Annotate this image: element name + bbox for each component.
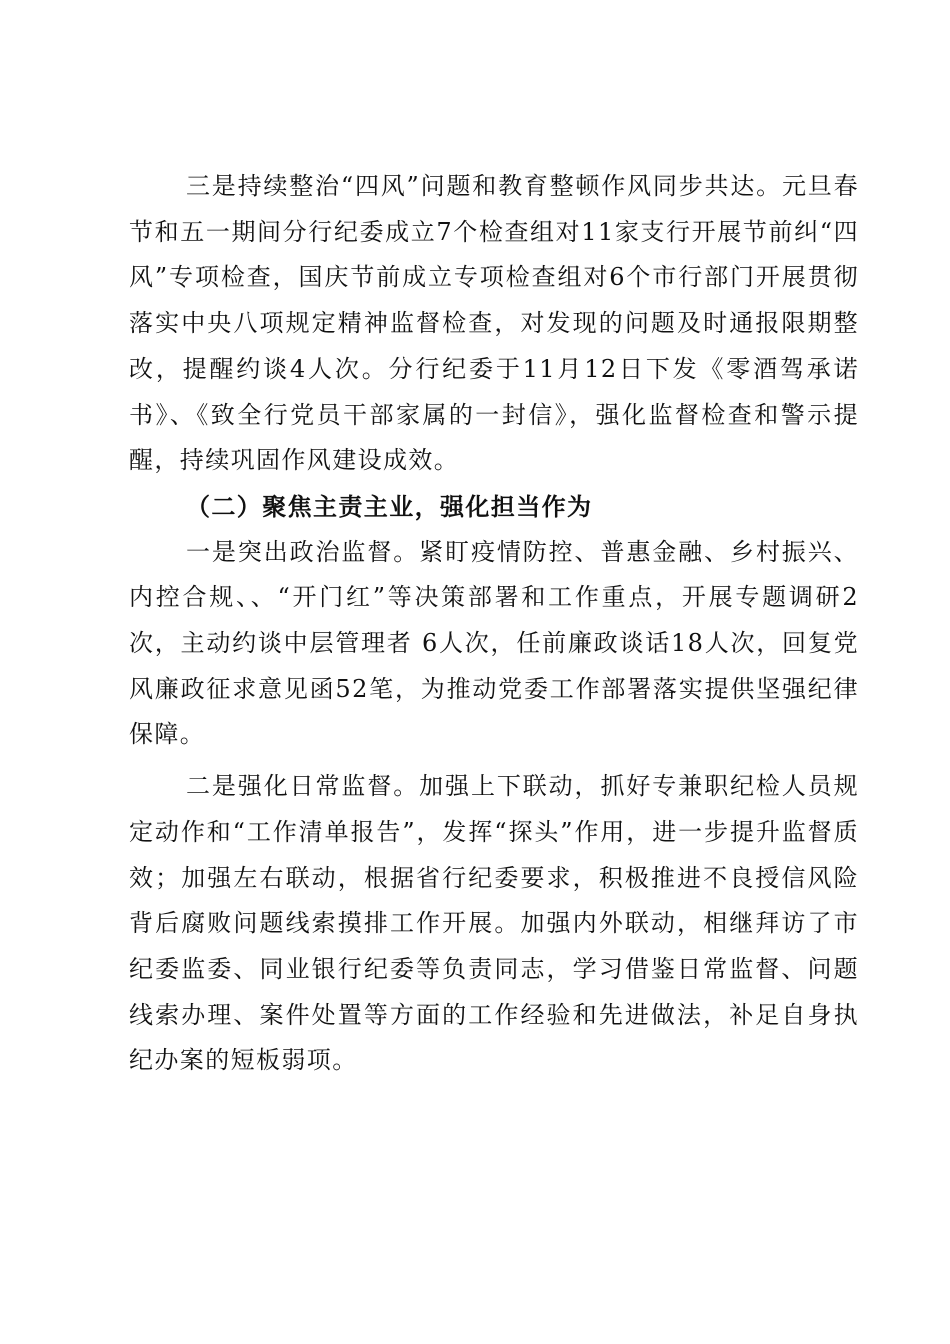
document-body	[129, 164, 859, 1084]
paragraph-political-supervision: 一是突出政治监督。紧盯疫情防控、普惠金融、乡村振兴、内控合规、、“开门红”等决策部署和工作重点，开展专题调研2次，主动约谈中层管理者 6人次，任前廉政谈话18人次，回复党风廉政征求意见函52笔，为推动党委工作部署落实提供坚强纪律保障。	[129, 537, 859, 749]
section-heading: （二）聚焦主责主业，强化担当作为	[186, 491, 593, 521]
paragraph-style-rectification: 三是持续整治“四风”问题和教育整顿作风同步共达。元旦春节和五一期间分行纪委成立7个检查组对11家支行开展节前纠“四风”专项检查，国庆节前成立专项检查组对6个市行部门开展贯彻落实中央八项规定精神监督检查，对发现的问题及时通报限期整改，提醒约谈4人次。分行纪委于11月12日下发《零酒驾承诺书》、《致全行党员干部家属的一封信》，强化监督检查和警示提醒，持续巩固作风建设成效。	[129, 172, 859, 475]
paragraph-daily-supervision: 二是强化日常监督。加强上下联动，抓好专兼职纪检人员规定动作和“工作清单报告”，发挥“探头”作用，进一步提升监督质效；加强左右联动，根据省行纪委要求，积极推进不良授信风险背后腐败问题线索摸排工作开展。加强内外联动，相继拜访了市纪委监委、同业银行纪委等负责同志，学习借鉴日常监督、问题线索办理、案件处置等方面的工作经验和先进做法，补足自身执纪办案的短板弱项。	[129, 772, 859, 1075]
